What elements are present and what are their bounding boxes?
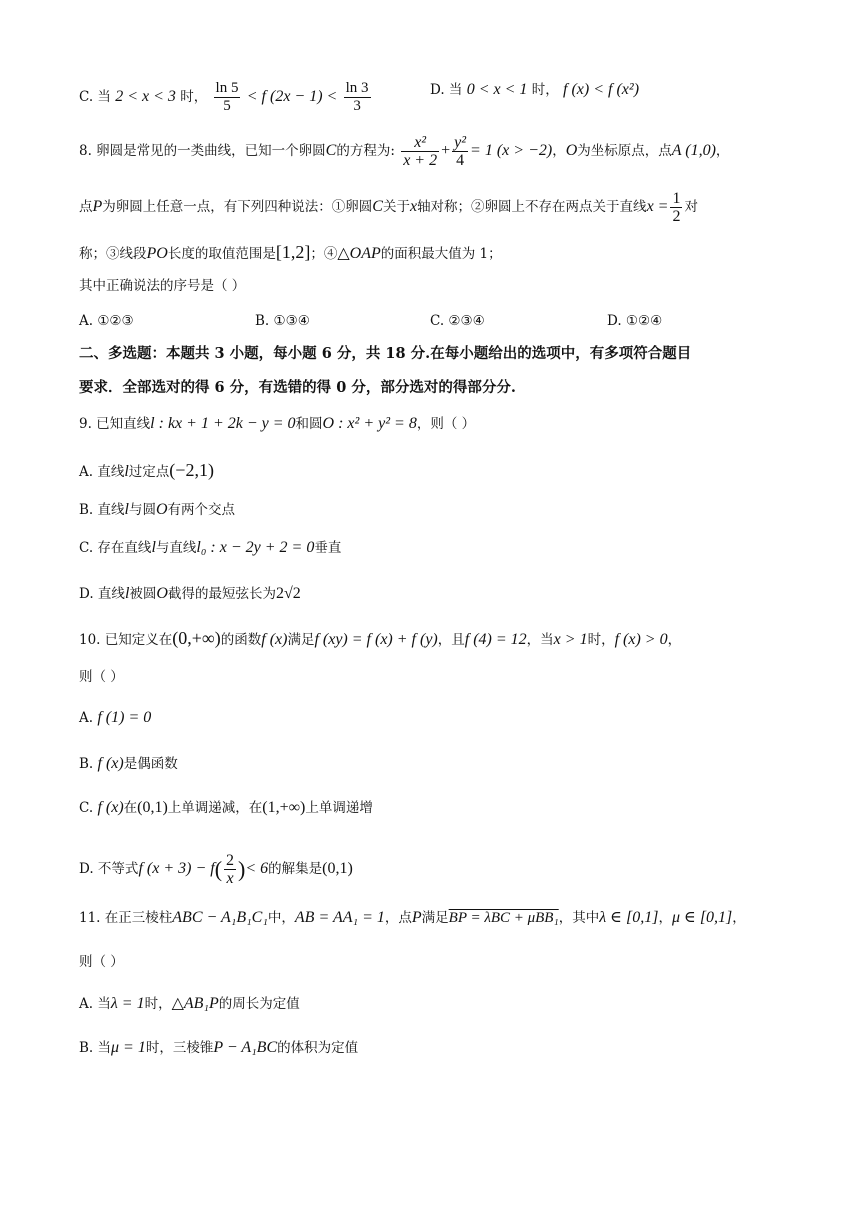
q8-option-d: D. ①②④ bbox=[607, 313, 663, 329]
q11-stem: 11. 在正三棱柱ABC − A₁B₁C₁中，AB = AA₁ = 1，点P满足BP = λBC + μBB₁，其中λ ∈ [0,1]，μ ∈ [0,1]， bbox=[79, 909, 746, 926]
q7-c-label: C. 当 bbox=[79, 89, 111, 105]
q7-option-d bbox=[430, 80, 639, 100]
q9-option-d: D. 直线l被圆O截得的最短弦长为2√2 bbox=[79, 585, 301, 602]
q9-option-c: C. 存在直线l与直线l₀ : x − 2y + 2 = 0垂直 bbox=[79, 539, 342, 556]
q7-option-c bbox=[79, 80, 373, 115]
q10-option-d: D. 不等式f (x + 3) − f( $\frac{2}{x}$ )< 6的解集是(0,1) bbox=[79, 852, 353, 887]
q7-d-expr: f (x) < f (x²) bbox=[563, 81, 640, 98]
q8-line2: 点P为卵圆上任意一点，有下列四种说法：①卵圆C关于x轴对称；②卵圆上不存在两点关于直线x = $\frac{1}{2}$ 对 bbox=[79, 190, 698, 225]
q10-d-frac: $\frac{2}{x}$ bbox=[226, 852, 235, 887]
section2-heading-line2: 要求．全部选对的得 6 分，有选错的得 0 分，部分选对的得部分分. bbox=[79, 379, 516, 396]
q7-d-cond: 0 < x < 1 bbox=[466, 81, 528, 98]
q10-option-b: B. f (x)是偶函数 bbox=[79, 755, 178, 772]
q7-d-label: D. 当 bbox=[430, 82, 463, 98]
q11-option-b: B. 当μ = 1时，三棱锥P − A₁BC的体积为定值 bbox=[79, 1039, 359, 1056]
q10-stem: 10. 已知定义在(0,+∞)的函数f (x)满足f (xy) = f (x) + f (y)，且f (4) = 12，当x > 1时，f (x) > 0， bbox=[79, 628, 682, 648]
section2-heading-line1: 二、多选题：本题共 3 小题，每小题 6 分，共 18 分.在每小题给出的选项中，有多项符合题目 bbox=[79, 345, 692, 362]
q11-option-a: A. 当λ = 1时，△AB₁P的周长为定值 bbox=[79, 995, 300, 1012]
q7-c-frac1: $\frac{\ln 5}{5}$ bbox=[215, 80, 239, 114]
q8-eq-frac1: $\frac{\text{x²}}{x + 2}$ bbox=[403, 134, 438, 169]
q8-option-b: B. ①③④ bbox=[255, 313, 310, 329]
q8-line1: 8. 卵圆是常见的一类曲线，已知一个卵圆C的方程为: $\frac{\text{x²}}{x + 2}$ + $\frac{\text{y²}}{4}$ = 1 (x > −2)，O为坐标原点，点A (1,0)， bbox=[79, 134, 730, 169]
q10-stem-line2: 则（ ） bbox=[79, 669, 124, 685]
q7-c-frac2: $\frac{\ln 3}{3}$ bbox=[345, 80, 369, 114]
q9-stem: 9. 已知直线l : kx + 1 + 2k − y = 0和圆O : x² + y² = 8，则（ ） bbox=[79, 415, 476, 432]
q8-option-c: C. ②③④ bbox=[430, 313, 485, 329]
q9-option-a: A. 直线l过定点(−2,1) bbox=[79, 460, 214, 480]
q7-c-cond: 2 < x < 3 bbox=[115, 88, 176, 105]
q11-stem-line2: 则（ ） bbox=[79, 954, 124, 970]
q8-line3: 称；③线段PO长度的取值范围是[1,2]；④△OAP的面积最大值为 1； bbox=[79, 242, 502, 262]
q8-option-a: A. ①②③ bbox=[79, 313, 134, 329]
q7-d-shi: 时， bbox=[531, 82, 559, 98]
q8-line4: 其中正确说法的序号是（ ） bbox=[79, 278, 246, 294]
q7-c-shi: 时， bbox=[180, 89, 208, 105]
q8-half-frac: $\frac{1}{2}$ bbox=[672, 190, 681, 225]
q10-option-c: C. f (x)在(0,1)上单调递减，在(1,+∞)上单调递增 bbox=[79, 799, 373, 816]
q7-c-mid: < f (2x − 1) < bbox=[246, 88, 338, 105]
q9-option-b: B. 直线l与圆O有两个交点 bbox=[79, 501, 236, 518]
q10-option-a: A. f (1) = 0 bbox=[79, 709, 152, 726]
q8-eq-frac2: $\frac{\text{y²}}{4}$ bbox=[454, 134, 467, 169]
